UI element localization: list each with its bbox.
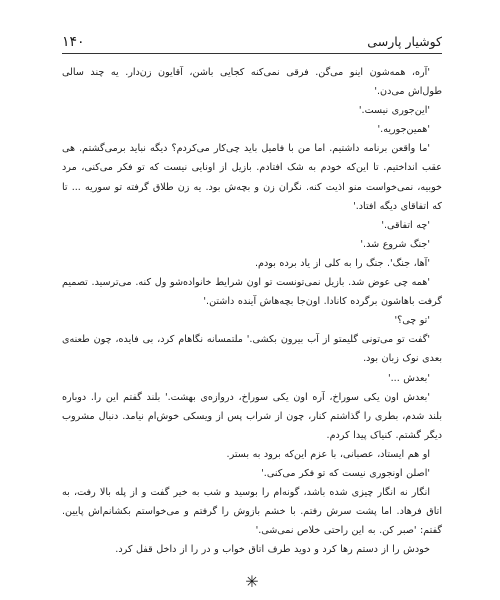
running-header	[62, 28, 442, 54]
paragraph: 'همین‌جوریه.'	[377, 124, 430, 136]
paragraph: 'جنگ شروع شد.'	[360, 238, 430, 250]
paragraph: او هم ایستاد، عصبانی، با عزم این‌که برود به بستر.	[226, 448, 430, 460]
paragraph: 'چه اتفاقی.'	[381, 219, 430, 231]
body-text	[62, 63, 442, 559]
paragraph: 'تو چی؟'	[394, 315, 430, 327]
book-page	[62, 28, 442, 592]
paragraph: 'بعدش اون یکی سوراخ، آره اون یکی سوراخ، دروازه‌ی بهشت.' بلند گفتم این را. دوباره بلند شدم، بطری را گذاشتم کنار، چون از شراب پس از ویسکی خوش‌ام نیامد. دنبال مشروب دیگر گشتم. کنیاک پیدا کردم.	[62, 391, 442, 441]
paragraph: 'اصلن اونجوری نیست که تو فکر می‌کنی.'	[261, 467, 430, 479]
paragraph: خودش را از دستم رها کرد و دوید طرف اتاق خواب و در را از داخل قفل کرد.	[115, 544, 430, 556]
paragraph: 'ما واقعن برنامه داشتیم. اما من با فامیل باید چی‌کار می‌کردم؟ دیگه نباید برمی‌گشتم. هی عقب انداختیم. تا این‌که خودم به شک افتادم. بازیل از اونایی نیست که تو فکر می‌کنی، مرد خوبیه، نمی‌خواست منو اذیت کنه. نگران زن و بچه‌ش بود. یه زن طلاق گرفته تو سوریه ... تا که اتفاقای دیگه افتاد.'	[62, 143, 442, 212]
paragraph: 'گفت تو می‌تونی گلیمتو از آب بیرون بکشی.' ملتمسانه نگاهام کرد، بی فایده، چون طعنه‌ی بعدی نوک زبان بود.	[62, 334, 442, 365]
paragraph: 'آره، همه‌شون اینو می‌گن. فرقی نمی‌کنه کجایی باشن، آقایون زن‌دار. یه چند سالی طول‌اش می‌دن.'	[62, 67, 442, 98]
paragraph: 'بعدش ...'	[387, 372, 430, 384]
paragraph: 'این‌جوری نیست.'	[358, 105, 430, 117]
paragraph: 'همه چی عوض شد. بازیل نمی‌تونست تو اون شرایط خانواده‌شو ول کنه. می‌ترسید. تصمیم گرفت باهاشون برگرده کانادا. اون‌جا بچه‌هاش آینده داشتن.'	[62, 277, 442, 308]
page-number: ۱۴۰	[62, 34, 85, 50]
book-title: کوشیار پارسی	[367, 34, 442, 49]
section-break-asterisk-icon: ✳	[245, 572, 259, 592]
paragraph: 'آها، جنگ'. جنگ را به کلی از یاد برده بودم.	[254, 257, 430, 269]
paragraph: انگار نه انگار چیزی شده باشد، گونه‌ام را بوسید و شب به خیر گفت و از پله بالا رفت، به اتاق فرهاد. اما پشت سرش رفتم. با خشم بازوش را گرفتم و می‌خواستم بکشانم‌اش پایین. گفتم: 'صبر کن. به این راحتی خلاص نمی‌شی.'	[62, 487, 442, 537]
